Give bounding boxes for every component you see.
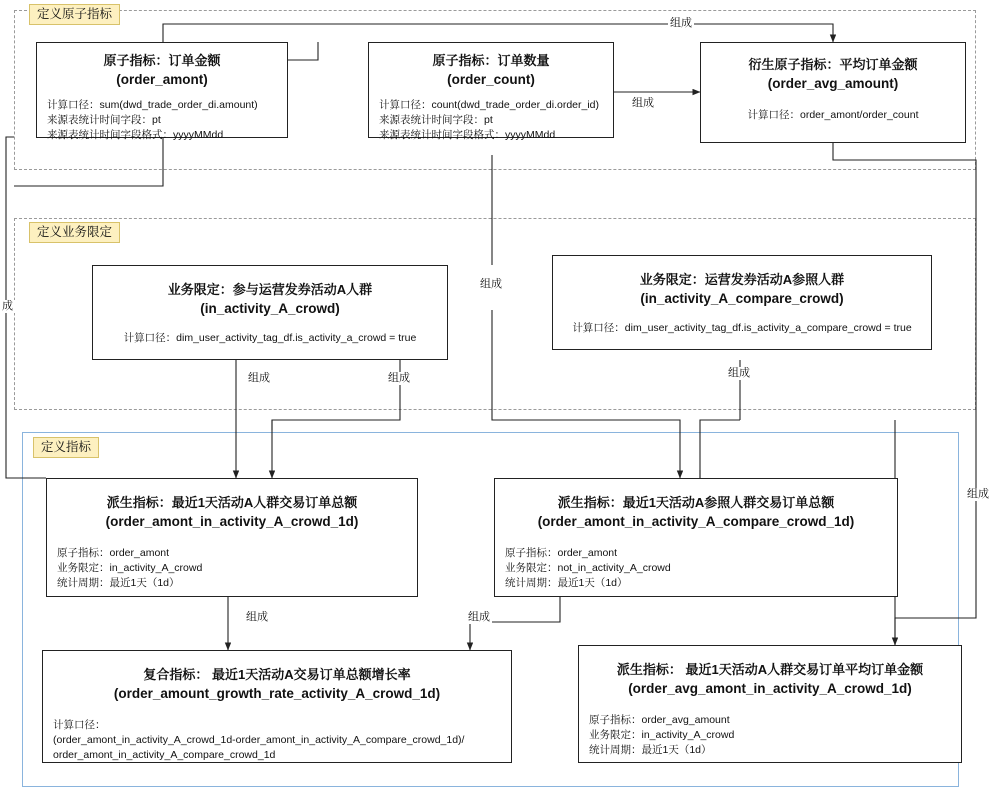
node-meta-line: 来源表统计时间字段格式：yyyyMMdd [47, 129, 224, 141]
node-title: 衍生原子指标：平均订单金额 [748, 57, 918, 72]
node-meta-line: 原子指标：order_avg_amount [589, 714, 730, 726]
edge-label-text: 组成 [388, 372, 410, 384]
node-code: (order_amount_growth_rate_activity_A_crowd_1d) [113, 686, 441, 701]
edge-label-compose [0, 300, 15, 313]
edge-label-compose [244, 611, 270, 624]
node-meta-line: 计算口径： [53, 719, 106, 731]
node-code: (order_avg_amont_in_activity_A_crowd_1d) [628, 681, 912, 696]
node-meta-line: 原子指标：order_amont [57, 547, 170, 559]
node-meta-line: 计算口径：sum(dwd_trade_order_di.amount) [47, 99, 258, 111]
node-code: (order_amont_in_activity_A_compare_crowd_1d) [537, 514, 855, 529]
zone-label-text: 定义指标 [41, 440, 92, 454]
node-meta-line: 业务限定：in_activity_A_crowd [589, 729, 735, 741]
node-title: 原子指标：订单金额 [103, 53, 221, 68]
node-title: 业务限定：运营发券活动A参照人群 [639, 272, 845, 287]
edge-label-text: 组成 [670, 17, 692, 29]
node-meta-line: order_amont_in_activity_A_compare_crowd_1d [53, 749, 276, 761]
node-title: 原子指标：订单数量 [432, 53, 550, 68]
node-meta-line: 来源表统计时间字段格式：yyyyMMdd [379, 129, 556, 141]
node-meta-line: 计算口径：dim_user_activity_tag_df.is_activity_a_compare_crowd = true [572, 322, 912, 334]
edge-label-compose [726, 367, 752, 380]
node-meta-line: 计算口径：order_amont/order_count [747, 109, 919, 121]
node-meta-line: 计算口径：dim_user_activity_tag_df.is_activity_a_crowd = true [123, 332, 417, 344]
node-code: (in_activity_A_compare_crowd) [640, 291, 844, 306]
edge-label-text: 组成 [728, 367, 750, 379]
edge-label-compose [478, 278, 504, 291]
edge-label-text: 组成 [468, 611, 490, 623]
node-code: (in_activity_A_crowd) [200, 301, 340, 316]
node-meta-line: 来源表统计时间字段：pt [379, 114, 493, 126]
node-title: 派生指标：最近1天活动A参照人群交易订单总额 [557, 495, 835, 510]
node-title: 派生指标： 最近1天活动A人群交易订单平均订单金额 [616, 662, 924, 677]
node-code: (order_amont_in_activity_A_crowd_1d) [105, 514, 359, 529]
node-meta-line: 业务限定：not_in_activity_A_crowd [505, 562, 671, 574]
edge-label-compose [466, 611, 492, 624]
zone-label-metrics [33, 437, 99, 458]
edge-label-compose [630, 97, 656, 110]
node-order-amont[interactable] [36, 42, 288, 141]
node-in-activity-a-crowd[interactable] [92, 265, 448, 360]
edge-label-text: 组成 [480, 278, 502, 290]
node-meta-line: 业务限定：in_activity_A_crowd [57, 562, 203, 574]
edge-label-compose [386, 372, 412, 385]
node-order-amont-in-activity-a-crowd-1d[interactable] [46, 478, 418, 597]
edge-label-text: 成 [2, 300, 13, 312]
node-order-amont-in-activity-a-compare-crowd-1d[interactable] [494, 478, 898, 597]
zone-label-business-limits [29, 222, 120, 243]
edge-label-compose [246, 372, 272, 385]
zone-label-atomic-metrics [29, 4, 120, 25]
node-code: (order_avg_amount) [767, 76, 899, 91]
node-order-avg-amont-in-activity-a-crowd-1d[interactable] [578, 645, 962, 763]
node-title: 派生指标：最近1天活动A人群交易订单总额 [106, 495, 358, 510]
zone-label-text: 定义业务限定 [37, 225, 113, 239]
node-meta-line: 原子指标：order_amont [505, 547, 618, 559]
edge-label-text: 组成 [967, 488, 989, 500]
node-meta-line: 统计周期：最近1天（1d） [505, 577, 628, 589]
node-code: (order_amont) [116, 72, 208, 87]
node-meta-line: (order_amont_in_activity_A_crowd_1d-order_amont_in_activity_A_compare_crowd_1d)/ [53, 734, 465, 746]
edge-label-text: 组成 [632, 97, 654, 109]
node-meta-line: 统计周期：最近1天（1d） [57, 577, 180, 589]
node-title: 业务限定：参与运营发券活动A人群 [167, 282, 373, 297]
edge-label-compose [965, 488, 990, 501]
node-meta-line: 计算口径：count(dwd_trade_order_di.order_id) [379, 99, 600, 111]
edge-label-compose [668, 17, 694, 30]
zone-label-text: 定义原子指标 [37, 7, 113, 21]
node-meta-line: 来源表统计时间字段：pt [47, 114, 161, 126]
node-code: (order_count) [447, 72, 535, 87]
node-title: 复合指标： 最近1天活动A交易订单总额增长率 [143, 667, 411, 682]
edge-label-text: 组成 [248, 372, 270, 384]
node-order-avg-amount[interactable] [700, 42, 966, 143]
node-order-count[interactable] [368, 42, 614, 141]
edge-label-text: 组成 [246, 611, 268, 623]
node-in-activity-a-compare-crowd[interactable] [552, 255, 932, 350]
node-meta-line: 统计周期：最近1天（1d） [589, 744, 712, 756]
node-order-amount-growth-rate[interactable] [42, 650, 512, 763]
